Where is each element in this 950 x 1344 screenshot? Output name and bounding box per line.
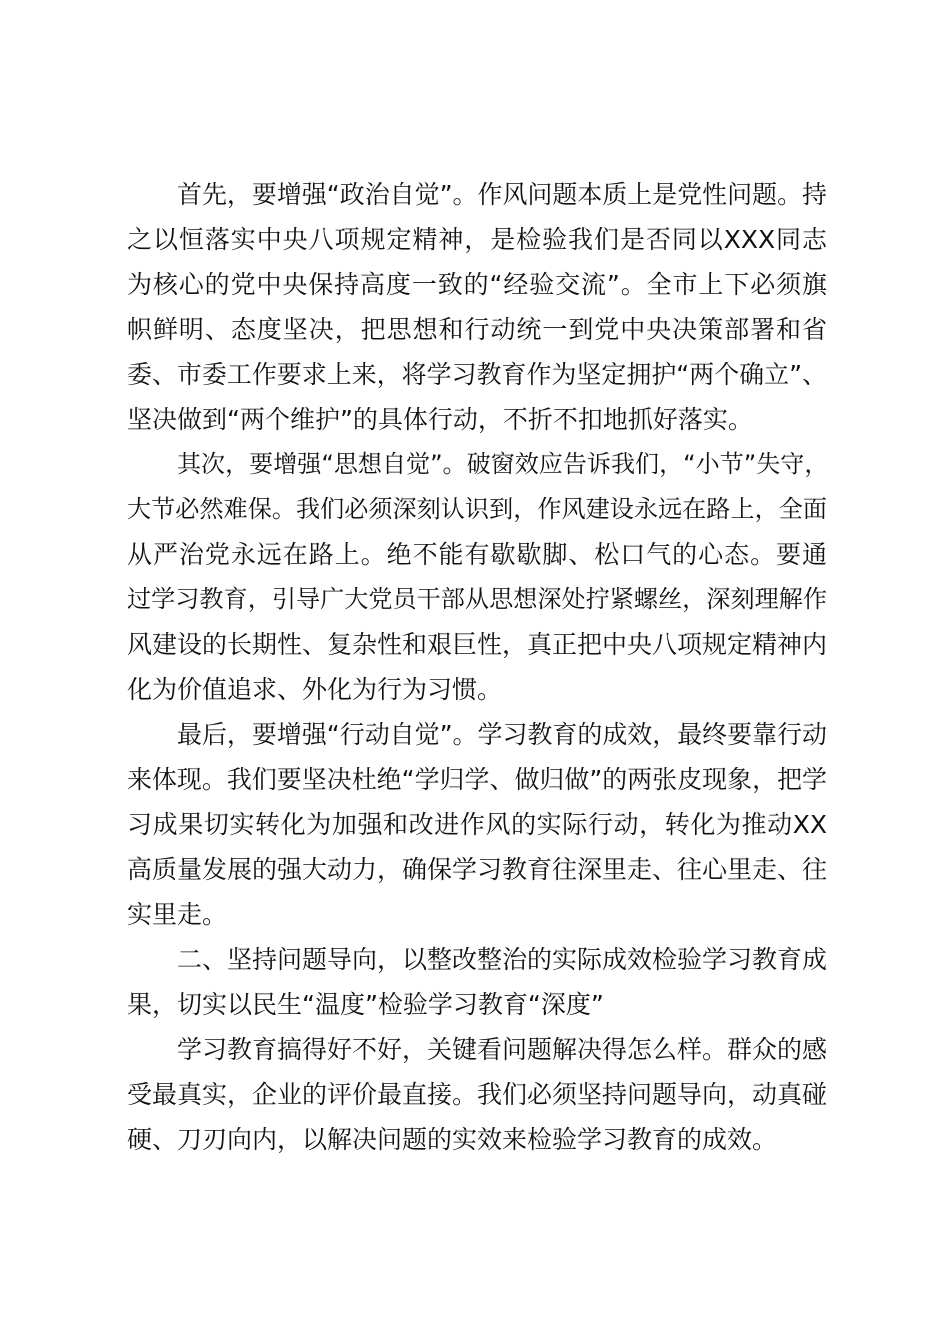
text-line: 帜鲜明、态度坚决，把思想和行动统一到党中央决策部署和省 [127,315,827,344]
document-body [127,172,827,1162]
text-line: 化为价值追求、外化为行为习惯。 [127,675,503,704]
text-line: 习成果切实转化为加强和改进作风的实际行动，转化为推动XX [127,810,827,839]
text-line: 从严治党永远在路上。绝不能有歇歇脚、松口气的心态。要通 [127,540,827,569]
text-line: 最后，要增强“行动自觉”。学习教育的成效，最终要靠行动 [177,720,827,749]
paragraph-political-awareness [127,172,827,442]
text-line: 委、市委工作要求上来，将学习教育作为坚定拥护“两个确立”、 [127,360,827,389]
text-line: 过学习教育，引导广大党员干部从思想深处拧紧螺丝，深刻理解作 [127,585,827,613]
text-line: 首先，要增强“政治自觉”。作风问题本质上是党性问题。持 [177,180,827,209]
text-line: 风建设的长期性、复杂性和艰巨性，真正把中央八项规定精神内 [127,630,828,659]
text-line: 之以恒落实中央八项规定精神，是检验我们是否同以XXX同志 [127,225,827,254]
paragraph-action-awareness [127,712,827,937]
text-line: 实里走。 [127,900,228,929]
text-line: 为核心的党中央保持高度一致的“经验交流”。全市上下必须旗 [127,270,827,299]
paragraph-problem-orientation [127,1027,827,1162]
text-line: 高质量发展的强大动力，确保学习教育往深里走、往心里走、往 [127,855,828,884]
text-line: 硬、刀刃向内，以解决问题的实效来检验学习教育的成效。 [127,1125,778,1154]
section-heading-2 [127,937,827,1027]
text-line: 其次，要增强“思想自觉”。破窗效应告诉我们，“小节”失守， [177,450,829,478]
paragraph-ideological-awareness [127,442,827,712]
heading-line: 二、坚持问题导向，以整改整治的实际成效检验学习教育成 [177,945,828,974]
text-line: 大节必然难保。我们必须深刻认识到，作风建设永远在路上，全面 [127,495,827,523]
text-line: 学习教育搞得好不好，关键看问题解决得怎么样。群众的感 [177,1035,828,1064]
text-line: 来体现。我们要坚决杜绝“学归学、做归做”的两张皮现象，把学 [127,765,827,794]
text-line: 受最真实，企业的评价最直接。我们必须坚持问题导向，动真碰 [127,1080,828,1109]
text-line: 坚决做到“两个维护”的具体行动，不折不扣地抓好落实。 [127,405,753,434]
heading-line: 果，切实以民生“温度”检验学习教育“深度” [127,990,604,1019]
